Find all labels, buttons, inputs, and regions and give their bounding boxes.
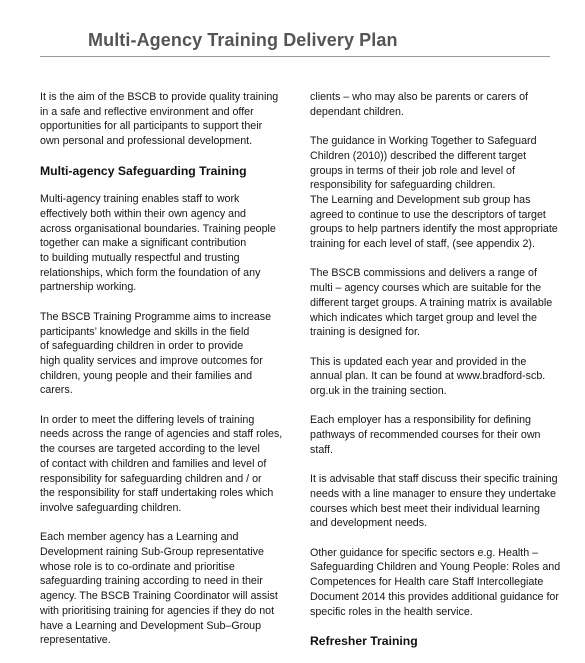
body-paragraph — [310, 472, 560, 531]
body-paragraph — [310, 355, 560, 399]
text-line: specific roles in the health service. — [310, 605, 473, 618]
text-line: The guidance in Working Together to Safeguard — [310, 135, 537, 148]
text-line: Each member agency has a Learning and — [40, 531, 239, 544]
text-line: across organisational boundaries. Training people — [40, 222, 276, 235]
text-line: training for each level of staff, (see appendix 2). — [310, 238, 535, 251]
text-line: high quality services and improve outcomes for — [40, 354, 263, 367]
body-paragraph — [40, 310, 298, 398]
text-line: In order to meet the differing levels of training — [40, 413, 255, 426]
text-line: groups to help partners identify the most appropriate — [310, 223, 558, 236]
text-line: together can make a significant contribution — [40, 237, 247, 250]
text-line: clients – who may also be parents or carers of — [310, 91, 529, 103]
text-line: effectively both within their own agency and — [40, 207, 246, 220]
text-line: carers. — [40, 384, 73, 397]
text-line: of contact with children and families and level of — [40, 457, 267, 470]
text-line: The Learning and Development sub group has — [310, 193, 531, 206]
text-line: the responsibility for staff undertaking roles which — [40, 487, 274, 500]
text-line: participants’ knowledge and skills in the field — [40, 325, 250, 338]
text-line: Multi-agency training enables staff to work — [40, 193, 240, 206]
text-line: representative. — [40, 634, 111, 647]
text-line: Other guidance for specific sectors e.g. Health – — [310, 546, 539, 559]
text-line: org.uk in the training section. — [310, 385, 447, 398]
text-line: with prioritising training for agencies if they do not — [40, 604, 275, 617]
text-line: and development needs. — [310, 517, 428, 530]
text-line: partnership working. — [40, 281, 137, 294]
text-line: agency. The BSCB Training Coordinator will assist — [40, 590, 278, 603]
body-paragraph — [310, 134, 560, 252]
body-paragraph — [310, 90, 560, 119]
text-line: This is updated each year and provided in the — [310, 355, 527, 368]
text-line: Competences for Health care Staff Intercollegiate — [310, 576, 544, 589]
text-line: The BSCB Training Programme aims to increase — [40, 310, 272, 323]
text-line: annual plan. It can be found at www.bradford-scb. — [310, 370, 546, 383]
text-line: courses which best meet their individual learning — [310, 502, 540, 515]
text-line: groups in terms of their job role and level of — [310, 164, 515, 177]
text-line: safeguarding training according to need in their — [40, 575, 263, 588]
text-line: which indicates which target group and level the — [310, 311, 537, 324]
text-line: dependant children. — [310, 105, 404, 118]
body-paragraph — [310, 546, 560, 620]
text-line: Development raining Sub-Group representative — [40, 546, 264, 559]
text-line: own personal and professional development. — [40, 135, 253, 148]
text-line: whose role is to co-ordinate and prioritise — [40, 560, 235, 573]
text-line: relationships, which form the foundation of any — [40, 266, 261, 279]
text-line: responsibility for safeguarding children and / or — [40, 472, 262, 485]
text-line: agreed to continue to use the descriptors of target — [310, 208, 546, 221]
text-line: needs across the range of agencies and staff roles, — [40, 428, 283, 441]
text-line: Safeguarding Children and Young People: Roles and — [310, 561, 561, 574]
body-paragraph — [310, 266, 560, 340]
right-column — [310, 90, 560, 663]
text-line: children, young people and their families and — [40, 369, 253, 382]
body-paragraph — [40, 413, 298, 516]
text-line: needs with a line manager to ensure they undertake — [310, 487, 556, 500]
body-paragraph — [40, 192, 298, 295]
text-line: responsibility for safeguarding children. — [310, 179, 496, 192]
text-line: Each employer has a responsibility for defining — [310, 414, 531, 427]
left-column — [40, 90, 298, 663]
text-line: Children (2010)) described the different target — [310, 149, 527, 162]
text-line: to building mutually respectful and trusting — [40, 252, 240, 265]
text-line: staff. — [310, 443, 333, 456]
page-title: Multi-Agency Training Delivery Plan — [88, 30, 398, 50]
text-line: Document 2014 this provides additional guidance for — [310, 590, 559, 603]
text-line: The BSCB commissions and delivers a range of — [310, 267, 537, 280]
body-paragraph — [310, 413, 560, 457]
section-heading-refresher: Refresher Training — [310, 633, 418, 648]
text-line: It is advisable that staff discuss their specific training — [310, 473, 558, 486]
text-line: opportunities for all participants to support their — [40, 120, 263, 133]
text-line: involve safeguarding children. — [40, 501, 182, 514]
section-heading-multi-agency: Multi-agency Safeguarding Training — [40, 163, 247, 178]
text-line: of safeguarding children in order to provide — [40, 340, 244, 353]
text-line: the courses are targeted according to the level — [40, 443, 260, 456]
text-line: in a safe and reflective environment and offer — [40, 105, 254, 118]
text-line: have a Learning and Development Sub–Group — [40, 619, 262, 632]
body-paragraph — [40, 530, 298, 648]
text-line: pathways of recommended courses for their own — [310, 429, 541, 442]
text-line: multi – agency courses which are suitable for the — [310, 282, 542, 295]
intro-paragraph — [40, 90, 298, 149]
text-line: different target groups. A training matrix is available — [310, 296, 553, 309]
text-line: training is designed for. — [310, 326, 420, 339]
title-divider — [40, 56, 550, 57]
text-line: It is the aim of the BSCB to provide quality training — [40, 91, 279, 103]
